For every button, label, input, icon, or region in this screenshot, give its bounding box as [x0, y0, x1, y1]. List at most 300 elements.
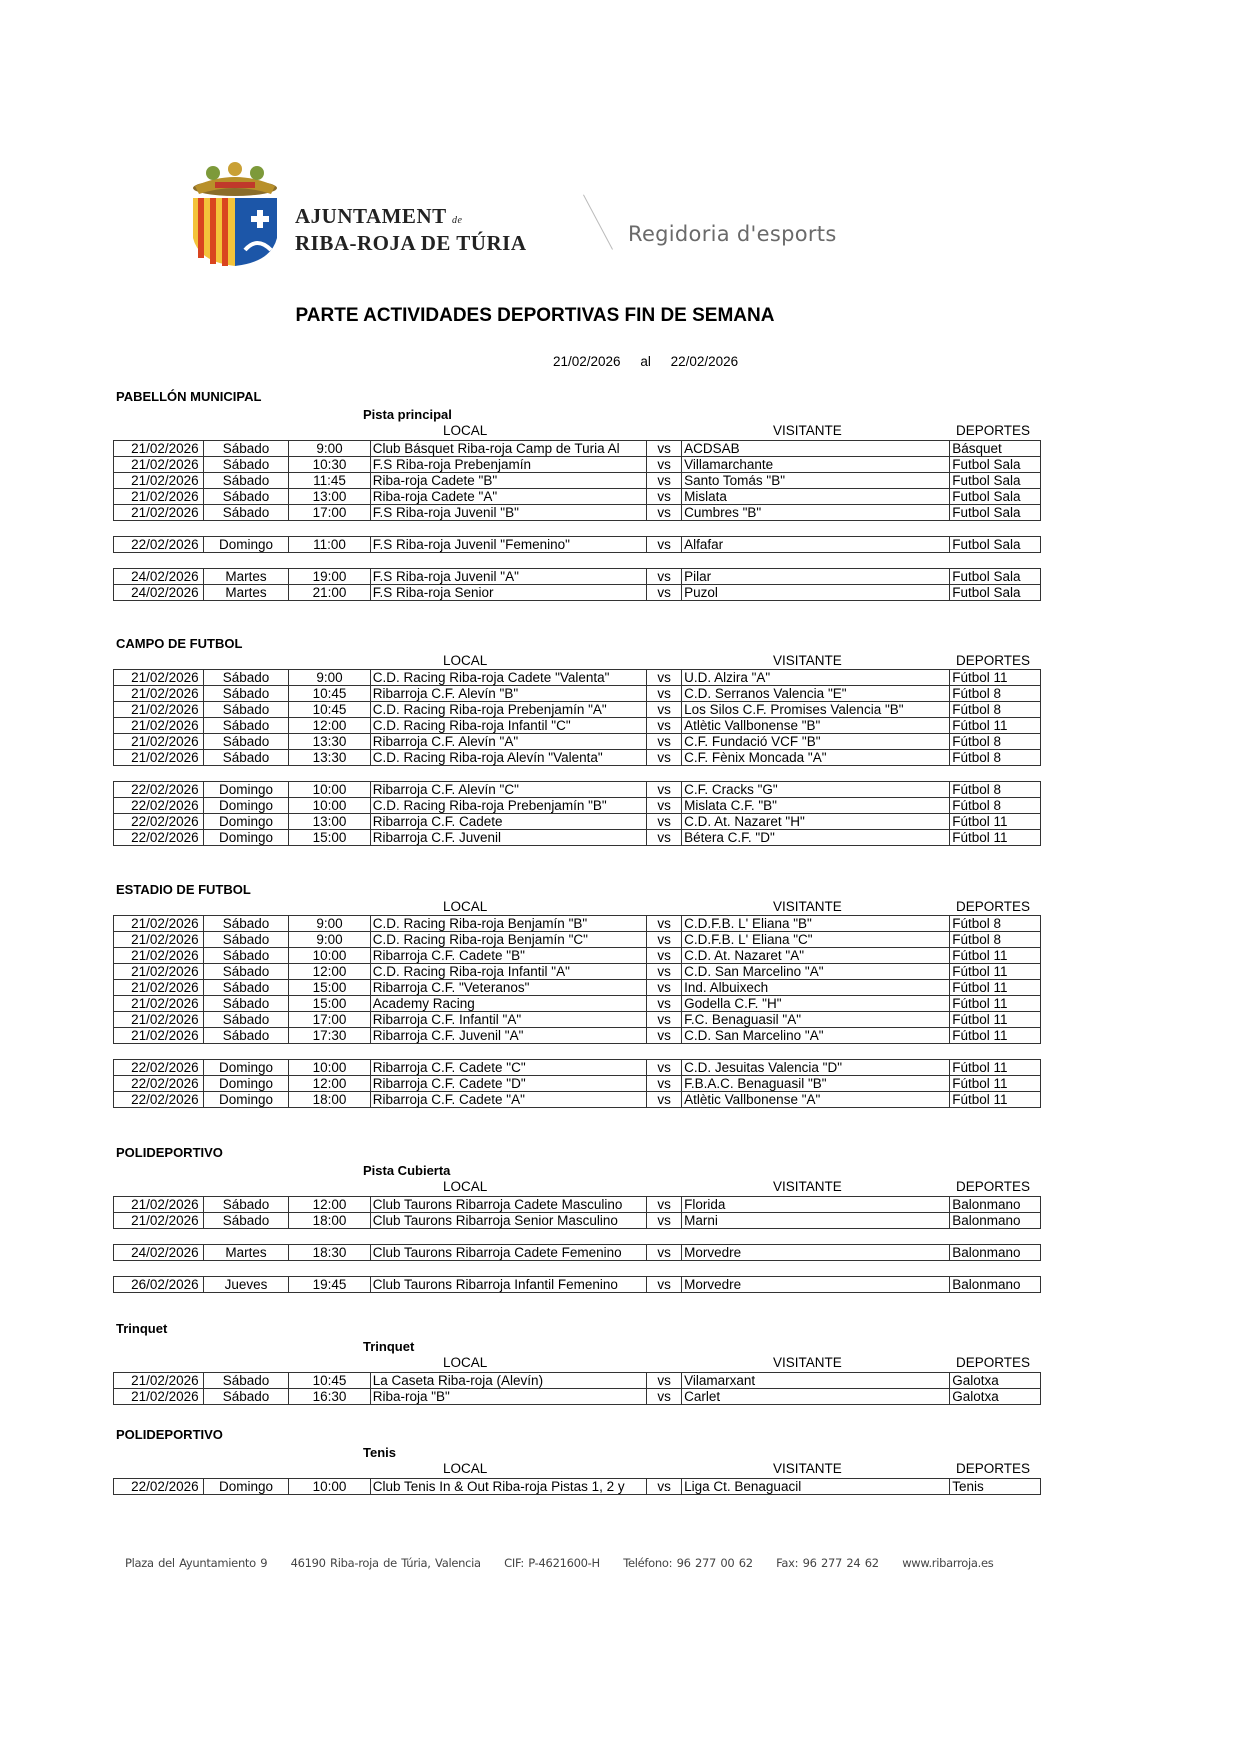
cell-visiting-team: Santo Tomás "B": [682, 472, 950, 488]
cell-local-team: F.S Riba-roja Juvenil "Femenino": [370, 536, 646, 552]
cell-local-team: Ribarroja C.F. Alevín "A": [370, 734, 646, 750]
cell-day: Sábado: [203, 1372, 289, 1388]
cell-date: 21/02/2026: [114, 1012, 204, 1028]
cell-vs: vs: [647, 456, 682, 472]
cell-vs: vs: [647, 1212, 682, 1228]
cell-sport: Futbol Sala: [950, 568, 1041, 584]
cell-vs: vs: [647, 472, 682, 488]
cell-date: 21/02/2026: [114, 1388, 204, 1404]
cell-local-team: Ribarroja C.F. Cadete "B": [370, 948, 646, 964]
cell-date: 21/02/2026: [114, 980, 204, 996]
cell-date: 21/02/2026: [114, 456, 204, 472]
cell-day: Domingo: [203, 1076, 289, 1092]
cell-day: Sábado: [203, 456, 289, 472]
cell-time: 18:00: [289, 1212, 370, 1228]
cell-date: 22/02/2026: [114, 1076, 204, 1092]
cell-day: Sábado: [203, 718, 289, 734]
cell-time: 10:00: [289, 1478, 370, 1494]
cell-date: 21/02/2026: [114, 916, 204, 932]
section-title: ESTADIO DE FUTBOL: [116, 882, 251, 897]
table-row: [114, 734, 1041, 750]
section-subtitle: Trinquet: [363, 1338, 415, 1354]
cell-time: 11:00: [289, 536, 370, 552]
cell-visiting-team: Liga Ct. Benaguacil: [682, 1478, 950, 1494]
cell-visiting-team: Pilar: [682, 568, 950, 584]
cell-date: 22/02/2026: [114, 782, 204, 798]
cell-local-team: F.S Riba-roja Prebenjamín: [370, 456, 646, 472]
column-header-deportes: DEPORTES: [956, 1355, 1031, 1370]
cell-vs: vs: [647, 440, 682, 456]
brand-de: de: [451, 215, 463, 226]
cell-visiting-team: Morvedre: [682, 1276, 950, 1292]
cell-visiting-team: Godella C.F. "H": [682, 996, 950, 1012]
header-divider: [583, 195, 613, 250]
brand-line-2: RIBA-ROJA DE TÚRIA: [295, 231, 527, 255]
cell-time: 15:00: [289, 996, 370, 1012]
cell-vs: vs: [647, 830, 682, 846]
column-header-local: LOCAL: [443, 1461, 488, 1476]
cell-sport: Futbol Sala: [950, 488, 1041, 504]
schedule-table: [113, 440, 1041, 601]
cell-date: 22/02/2026: [114, 536, 204, 552]
cell-date: 21/02/2026: [114, 718, 204, 734]
cell-local-team: Club Taurons Ribarroja Infantil Femenino: [370, 1276, 646, 1292]
cell-local-team: Ribarroja C.F. Cadete "D": [370, 1076, 646, 1092]
cell-vs: vs: [647, 1244, 682, 1260]
cell-visiting-team: C.D. San Marcelino "A": [682, 1028, 950, 1044]
cell-visiting-team: Mislata: [682, 488, 950, 504]
cell-time: 11:45: [289, 472, 370, 488]
cell-vs: vs: [647, 734, 682, 750]
cell-local-team: C.D. Racing Riba-roja Benjamín "C": [370, 932, 646, 948]
cell-vs: vs: [647, 1028, 682, 1044]
cell-date: 21/02/2026: [114, 686, 204, 702]
cell-visiting-team: Villamarchante: [682, 456, 950, 472]
column-header-visitante: VISITANTE: [773, 1461, 842, 1476]
cell-sport: Balonmano: [950, 1244, 1041, 1260]
cell-time: 10:30: [289, 456, 370, 472]
cell-local-team: C.D. Racing Riba-roja Prebenjamín "A": [370, 702, 646, 718]
cell-sport: Fútbol 11: [950, 670, 1041, 686]
schedule-table: [113, 1478, 1041, 1495]
column-header-local: LOCAL: [443, 898, 488, 914]
cell-day: Sábado: [203, 964, 289, 980]
cell-date: 21/02/2026: [114, 472, 204, 488]
table-row: [114, 1244, 1041, 1260]
cell-time: 10:45: [289, 1372, 370, 1388]
cell-sport: Tenis: [950, 1478, 1041, 1494]
table-row: [114, 996, 1041, 1012]
table-row: [114, 1012, 1041, 1028]
cell-day: Sábado: [203, 670, 289, 686]
cell-time: 15:00: [289, 980, 370, 996]
column-header-local: LOCAL: [443, 1179, 488, 1194]
cell-visiting-team: Cumbres "B": [682, 504, 950, 520]
column-header-deportes: DEPORTES: [956, 423, 1031, 438]
cell-visiting-team: C.F. Fundació VCF "B": [682, 734, 950, 750]
cell-day: Sábado: [203, 750, 289, 766]
column-header-deportes: DEPORTES: [956, 652, 1031, 668]
cell-vs: vs: [647, 702, 682, 718]
cell-vs: vs: [647, 1372, 682, 1388]
cell-day: Domingo: [203, 1478, 289, 1494]
cell-vs: vs: [647, 932, 682, 948]
cell-sport: Fútbol 11: [950, 948, 1041, 964]
cell-sport: Fútbol 8: [950, 916, 1041, 932]
cell-sport: Galotxa: [950, 1388, 1041, 1404]
cell-sport: Fútbol 11: [950, 814, 1041, 830]
cell-day: Domingo: [203, 536, 289, 552]
cell-day: Jueves: [203, 1276, 289, 1292]
cell-sport: Balonmano: [950, 1196, 1041, 1212]
cell-local-team: Ribarroja C.F. Juvenil: [370, 830, 646, 846]
date-range: [553, 354, 738, 369]
cell-local-team: La Caseta Riba-roja (Alevín): [370, 1372, 646, 1388]
table-row: [114, 1478, 1041, 1494]
table-row: [114, 782, 1041, 798]
cell-visiting-team: Atlètic Vallbonense "A": [682, 1092, 950, 1108]
cell-visiting-team: Marni: [682, 1212, 950, 1228]
cell-sport: Futbol Sala: [950, 472, 1041, 488]
cell-day: Sábado: [203, 980, 289, 996]
cell-sport: Fútbol 11: [950, 964, 1041, 980]
cell-day: Sábado: [203, 1196, 289, 1212]
cell-local-team: Ribarroja C.F. Alevín "C": [370, 782, 646, 798]
cell-sport: Fútbol 11: [950, 980, 1041, 996]
cell-sport: Futbol Sala: [950, 456, 1041, 472]
cell-vs: vs: [647, 980, 682, 996]
cell-vs: vs: [647, 1012, 682, 1028]
table-row: [114, 948, 1041, 964]
cell-sport: Fútbol 8: [950, 686, 1041, 702]
cell-local-team: C.D. Racing Riba-roja Prebenjamín "B": [370, 798, 646, 814]
cell-date: 21/02/2026: [114, 1212, 204, 1228]
section-title: POLIDEPORTIVO: [116, 1427, 223, 1442]
cell-local-team: C.D. Racing Riba-roja Benjamín "B": [370, 916, 646, 932]
cell-sport: Fútbol 8: [950, 702, 1041, 718]
cell-date: 21/02/2026: [114, 1028, 204, 1044]
cell-vs: vs: [647, 1276, 682, 1292]
cell-time: 9:00: [289, 916, 370, 932]
cell-local-team: Ribarroja C.F. Cadete "C": [370, 1060, 646, 1076]
cell-date: 22/02/2026: [114, 798, 204, 814]
cell-time: 18:30: [289, 1244, 370, 1260]
column-header-local: LOCAL: [443, 652, 488, 668]
cell-sport: Fútbol 11: [950, 1028, 1041, 1044]
footer-website[interactable]: www.ribarroja.es: [902, 1556, 994, 1570]
table-row: [114, 670, 1041, 686]
cell-visiting-team: ACDSAB: [682, 440, 950, 456]
cell-day: Sábado: [203, 686, 289, 702]
cell-sport: Fútbol 8: [950, 750, 1041, 766]
cell-sport: Fútbol 11: [950, 1012, 1041, 1028]
cell-visiting-team: Ind. Albuixech: [682, 980, 950, 996]
cell-local-team: Club Taurons Ribarroja Cadete Masculino: [370, 1196, 646, 1212]
schedule-table: [113, 915, 1041, 1108]
cell-vs: vs: [647, 1478, 682, 1494]
cell-day: Sábado: [203, 1388, 289, 1404]
cell-time: 13:00: [289, 814, 370, 830]
brand-line-1: AJUNTAMENT: [295, 204, 447, 228]
cell-time: 10:00: [289, 798, 370, 814]
table-row: [114, 456, 1041, 472]
cell-day: Domingo: [203, 798, 289, 814]
date-from: 21/02/2026: [553, 354, 621, 369]
cell-visiting-team: C.F. Cracks "G": [682, 782, 950, 798]
cell-local-team: C.D. Racing Riba-roja Alevín "Valenta": [370, 750, 646, 766]
cell-local-team: Ribarroja C.F. Infantil "A": [370, 1012, 646, 1028]
cell-local-team: Ribarroja C.F. Juvenil "A": [370, 1028, 646, 1044]
section-title: POLIDEPORTIVO: [116, 1145, 223, 1160]
table-row: [114, 472, 1041, 488]
cell-day: Sábado: [203, 1012, 289, 1028]
cell-date: 21/02/2026: [114, 488, 204, 504]
cell-local-team: Ribarroja C.F. Cadete: [370, 814, 646, 830]
group-spacer: [114, 552, 1041, 568]
cell-day: Domingo: [203, 782, 289, 798]
cell-visiting-team: Atlètic Vallbonense "B": [682, 718, 950, 734]
cell-local-team: Academy Racing: [370, 996, 646, 1012]
footer: [125, 1556, 1012, 1570]
cell-sport: Fútbol 11: [950, 996, 1041, 1012]
cell-day: Domingo: [203, 1092, 289, 1108]
group-spacer: [114, 766, 1041, 782]
cell-date: 21/02/2026: [114, 996, 204, 1012]
cell-sport: Balonmano: [950, 1212, 1041, 1228]
table-row: [114, 702, 1041, 718]
table-row: [114, 814, 1041, 830]
table-row: [114, 440, 1041, 456]
cell-vs: vs: [647, 488, 682, 504]
cell-sport: Futbol Sala: [950, 584, 1041, 600]
cell-day: Domingo: [203, 830, 289, 846]
cell-day: Domingo: [203, 814, 289, 830]
cell-day: Sábado: [203, 702, 289, 718]
cell-visiting-team: Bétera C.F. "D": [682, 830, 950, 846]
section-title: Trinquet: [116, 1321, 168, 1336]
table-row: [114, 686, 1041, 702]
table-row: [114, 916, 1041, 932]
municipality-brand: [295, 205, 526, 254]
cell-day: Domingo: [203, 1060, 289, 1076]
cell-local-team: Ribarroja C.F. Alevín "B": [370, 686, 646, 702]
cell-day: Sábado: [203, 472, 289, 488]
coat-of-arms-logo: [185, 158, 285, 268]
cell-time: 10:45: [289, 686, 370, 702]
cell-sport: Balonmano: [950, 1276, 1041, 1292]
table-row: [114, 1196, 1041, 1212]
cell-sport: Futbol Sala: [950, 504, 1041, 520]
cell-sport: Fútbol 11: [950, 830, 1041, 846]
cell-visiting-team: Los Silos C.F. Promises Valencia "B": [682, 702, 950, 718]
cell-vs: vs: [647, 948, 682, 964]
cell-time: 10:45: [289, 702, 370, 718]
crown-icon: [193, 162, 277, 196]
cell-date: 21/02/2026: [114, 734, 204, 750]
footer-cif: CIF: P-4621600-H: [504, 1556, 600, 1570]
cell-day: Sábado: [203, 1212, 289, 1228]
cell-visiting-team: C.D.F.B. L' Eliana "B": [682, 916, 950, 932]
cell-vs: vs: [647, 568, 682, 584]
cell-time: 16:30: [289, 1388, 370, 1404]
column-header-visitante: VISITANTE: [773, 423, 842, 438]
table-row: [114, 718, 1041, 734]
cell-vs: vs: [647, 1076, 682, 1092]
cell-day: Sábado: [203, 932, 289, 948]
cell-date: 21/02/2026: [114, 504, 204, 520]
cell-date: 21/02/2026: [114, 750, 204, 766]
section-subtitle: Tenis: [363, 1444, 396, 1460]
cell-vs: vs: [647, 782, 682, 798]
cell-vs: vs: [647, 798, 682, 814]
cell-time: 13:00: [289, 488, 370, 504]
cell-local-team: Club Tenis In & Out Riba-roja Pistas 1, 2 y: [370, 1478, 646, 1494]
schedule-table: [113, 1372, 1041, 1405]
cell-day: Sábado: [203, 440, 289, 456]
table-row: [114, 504, 1041, 520]
cell-local-team: F.S Riba-roja Juvenil "B": [370, 504, 646, 520]
cell-visiting-team: C.D. Jesuitas Valencia "D": [682, 1060, 950, 1076]
cell-date: 22/02/2026: [114, 830, 204, 846]
cell-time: 12:00: [289, 964, 370, 980]
cell-vs: vs: [647, 536, 682, 552]
cell-date: 22/02/2026: [114, 1092, 204, 1108]
table-row: [114, 798, 1041, 814]
group-spacer: [114, 1260, 1041, 1276]
cell-sport: Fútbol 11: [950, 1076, 1041, 1092]
cell-vs: vs: [647, 964, 682, 980]
cell-date: 21/02/2026: [114, 1196, 204, 1212]
cell-local-team: C.D. Racing Riba-roja Cadete "Valenta": [370, 670, 646, 686]
cell-sport: Básquet: [950, 440, 1041, 456]
cell-visiting-team: Carlet: [682, 1388, 950, 1404]
cell-date: 22/02/2026: [114, 814, 204, 830]
cell-time: 15:00: [289, 830, 370, 846]
table-row: [114, 1076, 1041, 1092]
table-row: [114, 1060, 1041, 1076]
table-row: [114, 1388, 1041, 1404]
group-spacer: [114, 1228, 1041, 1244]
column-header-deportes: DEPORTES: [956, 898, 1031, 914]
cell-time: 10:00: [289, 948, 370, 964]
cell-sport: Galotxa: [950, 1372, 1041, 1388]
cell-time: 9:00: [289, 932, 370, 948]
date-separator: al: [640, 354, 651, 369]
cell-local-team: Club Básquet Riba-roja Camp de Turia Al: [370, 440, 646, 456]
table-row: [114, 750, 1041, 766]
cell-date: 21/02/2026: [114, 440, 204, 456]
column-header-local: LOCAL: [443, 423, 488, 438]
cell-date: 24/02/2026: [114, 1244, 204, 1260]
cell-local-team: Riba-roja Cadete "A": [370, 488, 646, 504]
cell-day: Sábado: [203, 504, 289, 520]
cell-date: 21/02/2026: [114, 670, 204, 686]
cell-time: 13:30: [289, 750, 370, 766]
cell-visiting-team: Mislata C.F. "B": [682, 798, 950, 814]
cell-sport: Fútbol 11: [950, 1060, 1041, 1076]
cell-vs: vs: [647, 504, 682, 520]
cell-local-team: Riba-roja "B": [370, 1388, 646, 1404]
table-row: [114, 488, 1041, 504]
column-header-deportes: DEPORTES: [956, 1461, 1031, 1476]
cell-day: Martes: [203, 568, 289, 584]
column-header-visitante: VISITANTE: [773, 652, 842, 668]
table-row: [114, 1372, 1041, 1388]
cell-time: 19:00: [289, 568, 370, 584]
column-header-visitante: VISITANTE: [773, 1355, 842, 1370]
cell-time: 21:00: [289, 584, 370, 600]
cell-visiting-team: F.B.A.C. Benaguasil "B": [682, 1076, 950, 1092]
cell-day: Sábado: [203, 1028, 289, 1044]
cell-local-team: Ribarroja C.F. Cadete "A": [370, 1092, 646, 1108]
cell-time: 12:00: [289, 1076, 370, 1092]
cell-sport: Fútbol 8: [950, 782, 1041, 798]
cell-local-team: Riba-roja Cadete "B": [370, 472, 646, 488]
cell-visiting-team: Morvedre: [682, 1244, 950, 1260]
cell-local-team: C.D. Racing Riba-roja Infantil "A": [370, 964, 646, 980]
cell-local-team: Ribarroja C.F. "Veteranos": [370, 980, 646, 996]
cell-local-team: F.S Riba-roja Juvenil "A": [370, 568, 646, 584]
cell-time: 17:30: [289, 1028, 370, 1044]
cell-vs: vs: [647, 1092, 682, 1108]
cell-date: 24/02/2026: [114, 568, 204, 584]
table-row: [114, 932, 1041, 948]
cell-date: 22/02/2026: [114, 1060, 204, 1076]
cell-visiting-team: U.D. Alzira "A": [682, 670, 950, 686]
cell-date: 22/02/2026: [114, 1478, 204, 1494]
cell-time: 19:45: [289, 1276, 370, 1292]
section-title: PABELLÓN MUNICIPAL: [116, 389, 262, 404]
date-to: 22/02/2026: [670, 354, 739, 369]
cell-time: 9:00: [289, 440, 370, 456]
table-row: [114, 1212, 1041, 1228]
cell-vs: vs: [647, 996, 682, 1012]
cell-date: 21/02/2026: [114, 932, 204, 948]
cell-vs: vs: [647, 750, 682, 766]
cell-day: Sábado: [203, 734, 289, 750]
cell-local-team: Club Taurons Ribarroja Cadete Femenino: [370, 1244, 646, 1260]
section-title: CAMPO DE FUTBOL: [116, 636, 243, 651]
cell-vs: vs: [647, 670, 682, 686]
cell-local-team: C.D. Racing Riba-roja Infantil "C": [370, 718, 646, 734]
cell-visiting-team: Alfafar: [682, 536, 950, 552]
cell-visiting-team: Vilamarxant: [682, 1372, 950, 1388]
section-subtitle: Pista principal: [363, 406, 452, 422]
table-row: [114, 536, 1041, 552]
cell-day: Sábado: [203, 948, 289, 964]
cell-visiting-team: C.D. At. Nazaret "H": [682, 814, 950, 830]
cell-day: Martes: [203, 584, 289, 600]
cell-time: 17:00: [289, 1012, 370, 1028]
cell-time: 10:00: [289, 782, 370, 798]
table-row: [114, 980, 1041, 996]
cell-date: 24/02/2026: [114, 584, 204, 600]
cell-local-team: F.S Riba-roja Senior: [370, 584, 646, 600]
cell-visiting-team: C.D. San Marcelino "A": [682, 964, 950, 980]
cell-day: Sábado: [203, 916, 289, 932]
cell-sport: Fútbol 11: [950, 718, 1041, 734]
department-name: Regidoria d'esports: [628, 222, 837, 246]
schedule-table: [113, 1196, 1041, 1293]
cell-visiting-team: Florida: [682, 1196, 950, 1212]
cell-visiting-team: C.D. Serranos Valencia "E": [682, 686, 950, 702]
table-row: [114, 1276, 1041, 1292]
cell-day: Martes: [203, 1244, 289, 1260]
cell-time: 10:00: [289, 1060, 370, 1076]
cell-vs: vs: [647, 718, 682, 734]
cell-visiting-team: C.D.F.B. L' Eliana "C": [682, 932, 950, 948]
table-row: [114, 1028, 1041, 1044]
